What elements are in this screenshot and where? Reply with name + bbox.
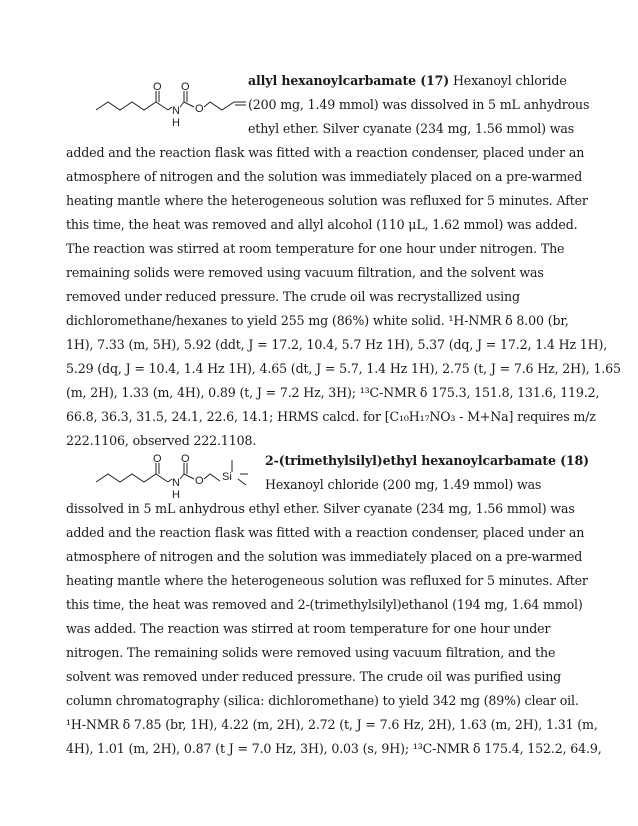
atom-label: N [172, 477, 180, 489]
text-line: added and the reaction flask was fitted with a reaction condenser, placed under an [66, 145, 585, 160]
atom-label: N [172, 105, 180, 117]
atom-label: H [172, 489, 180, 501]
compound-title: allyl hexanoylcarbamate (17) [248, 73, 450, 88]
text-line: added and the reaction flask was fitted with a reaction condenser, placed under an [66, 525, 585, 540]
text-line: heating mantle where the heterogeneous solution was refluxed for 5 minutes. After [66, 573, 588, 588]
text-line: column chromatography (silica: dichloromethane) to yield 342 mg (89%) clear oil. [66, 693, 579, 708]
text-line: this time, the heat was removed and 2-(trimethylsilyl)ethanol (194 mg, 1.64 mmol) [66, 597, 583, 612]
atom-label: O [181, 453, 190, 465]
text-line: 222.1106, observed 222.1108. [66, 433, 257, 448]
atom-label: H [172, 117, 180, 129]
text-line: Hexanoyl chloride (200 mg, 1.49 mmol) was [265, 477, 542, 492]
text-line: atmosphere of nitrogen and the solution was immediately placed on a pre-warmed [66, 169, 583, 184]
text-line [265, 452, 589, 470]
atom-label: O [181, 81, 190, 93]
text-line: heating mantle where the heterogeneous solution was refluxed for 5 minutes. After [66, 193, 588, 208]
atom-label: O [195, 475, 204, 487]
text-line: 4H), 1.01 (m, 2H), 0.87 (t J = 7.0 Hz, 3H), 0.03 (s, 9H); ¹³C-NMR δ 175.4, 152.2, 64.9, [66, 741, 602, 756]
text-line: The reaction was stirred at room temperature for one hour under nitrogen. The [66, 241, 565, 256]
text-line: dissolved in 5 mL anhydrous ethyl ether. Silver cyanate (234 mg, 1.56 mmol) was [66, 501, 575, 516]
text-line [248, 72, 567, 90]
text-line: removed under reduced pressure. The crude oil was recrystallized using [66, 289, 520, 304]
compound-18-structure [92, 452, 252, 504]
text-line: (m, 2H), 1.33 (m, 4H), 0.89 (t, J = 7.2 Hz, 3H); ¹³C-NMR δ 175.3, 151.8, 131.6, 119.2, [66, 385, 600, 400]
text-line: ethyl ether. Silver cyanate (234 mg, 1.56 mmol) was [248, 121, 575, 136]
compound-title: 2-(trimethylsilyl)ethyl hexanoylcarbamate (18) [265, 453, 589, 468]
text-line: nitrogen. The remaining solids were removed using vacuum filtration, and the [66, 645, 556, 660]
text-line: this time, the heat was removed and allyl alcohol (110 μL, 1.62 mmol) was added. [66, 217, 578, 232]
text-line: was added. The reaction was stirred at room temperature for one hour under [66, 621, 551, 636]
text-line: (200 mg, 1.49 mmol) was dissolved in 5 mL anhydrous [248, 97, 590, 112]
text-span: Hexanoyl chloride [449, 73, 567, 88]
text-line: solvent was removed under reduced pressure. The crude oil was purified using [66, 669, 562, 684]
text-line: 5.29 (dq, J = 10.4, 1.4 Hz 1H), 4.65 (dt, J = 5.7, 1.4 Hz 1H), 2.75 (t, J = 7.6 Hz, 2H), 1.65 [66, 361, 621, 376]
text-line: 66.8, 36.3, 31.5, 24.1, 22.6, 14.1; HRMS calcd. for [C₁₀H₁₇NO₃ - M+Na] requires m/z [66, 409, 596, 424]
atom-label: O [195, 103, 204, 115]
compound-17-structure [92, 80, 252, 132]
atom-label: O [153, 81, 162, 93]
text-line: remaining solids were removed using vacuum filtration, and the solvent was [66, 265, 544, 280]
atom-label: Si [222, 471, 232, 483]
text-line: dichloromethane/hexanes to yield 255 mg (86%) white solid. ¹H-NMR δ 8.00 (br, [66, 313, 569, 328]
text-line: ¹H-NMR δ 7.85 (br, 1H), 4.22 (m, 2H), 2.72 (t, J = 7.6 Hz, 2H), 1.63 (m, 2H), 1.31 (m, [66, 717, 598, 732]
text-line: 1H), 7.33 (m, 5H), 5.92 (ddt, J = 17.2, 10.4, 5.7 Hz 1H), 5.37 (dq, J = 17.2, 1.4 Hz 1H), [66, 337, 608, 352]
text-line: atmosphere of nitrogen and the solution was immediately placed on a pre-warmed [66, 549, 583, 564]
atom-label: O [153, 453, 162, 465]
